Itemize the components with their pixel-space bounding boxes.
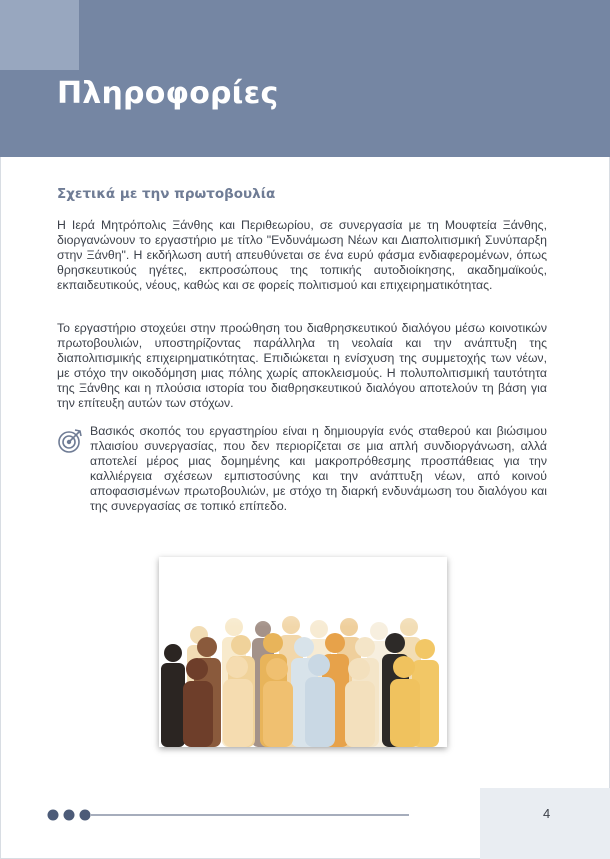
target-icon — [57, 428, 83, 454]
footer-page-box — [480, 788, 610, 859]
page-number: 4 — [543, 806, 551, 821]
header-corner-block — [0, 0, 79, 70]
people-silhouettes-image — [159, 557, 447, 747]
silhouettes-illustration — [159, 557, 447, 747]
paragraph-intro: Η Ιερά Μητρόπολις Ξάνθης και Περιθεωρίου, σε συνεργασία με τη Μουφτεία Ξάνθης, διοργανώνουν το εργαστήριο με τίτλο "Ενδυνάμωση Νέων και Διαπολιτισμική Συνύπαρξη στην Ξάνθη". Η εκδήλωση αυτή απευθύνεται σε ένα ευρύ φάσμα ενδιαφερομένων, όπως θρησκευτικούς ηγέτες, εκπροσώπους της τοπικής αυτοδιοίκησης, ακαδημαϊκούς, εκπαιδευτικούς, νέους, καθώς και σε φορείς πολιτισμού και επιχειρηματικότητας. — [57, 218, 547, 292]
paragraph-purpose: Βασικός σκοπός του εργαστηρίου είναι η δημιουργία ενός σταθερού και βιώσιμου πλαισίου συνεργασίας, που δεν περιορίζεται σε μια απλή συνδιοργάνωση, αλλά αποτελεί μέρος μιας δομημένης και μακροπρόθεσμης προσπάθειας για την καλλιέργεια σχέσεων εμπιστοσύνης και την ανάπτυξη νέων, από κοινού αποφασισμένων πρωτοβουλιών, με στόχο τη διαρκή ενδυνάμωση του διαλόγου και της συνεργασίας σε τοπικό επίπεδο. — [90, 424, 547, 513]
section-title: Σχετικά με την πρωτοβουλία — [57, 186, 276, 202]
page-title: Πληροφορίες — [57, 76, 279, 111]
header-band — [0, 0, 610, 157]
footer-dots-line — [47, 808, 417, 822]
paragraph-goals: Το εργαστήριο στοχεύει στην προώθηση του διαθρησκευτικού διαλόγου μέσω κοινοτικών πρωτοβουλιών, υποστηρίζοντας παράλληλα τη νεολαία και την ανάπτυξη της διαπολιτισμικής επιχειρηματικότητας. Επιδιώκεται η ενίσχυση της συμμετοχής των νέων, με στόχο την οικοδόμηση μιας πόλης χωρίς αποκλεισμούς. Η πολυπολιτισμική ταυτότητα της Ξάνθης και η πλούσια ιστορία του διαθρησκευτικού διαλόγου αποτελούν τη βάση για την επίτευξη αυτών των στόχων. — [57, 321, 547, 410]
